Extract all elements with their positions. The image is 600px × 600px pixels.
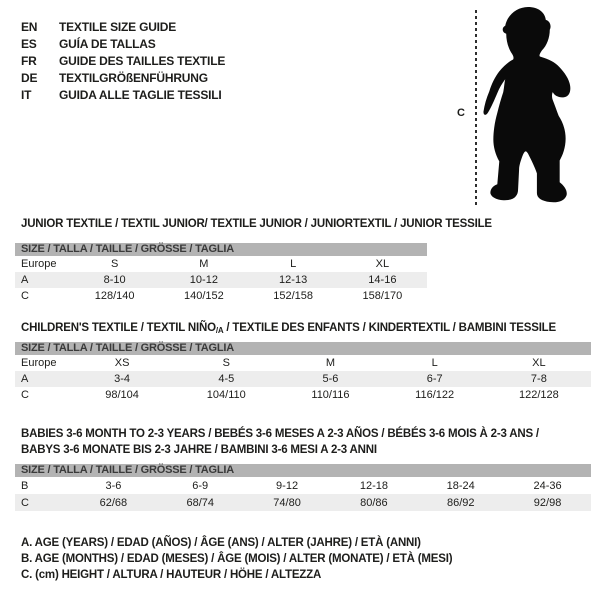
size-cell: M xyxy=(325,357,336,369)
value-cell: 12-13 xyxy=(279,274,308,286)
value-cell: 4-5 xyxy=(218,373,235,385)
babies-heading-line2: BABYS 3-6 MONATE BIS 2-3 JAHRE / BAMBINI 3-6 MESI A 2-3 ANNI xyxy=(21,444,377,456)
size-header-bar: SIZE / TALLA / TAILLE / GRÖSSE / TAGLIA xyxy=(15,464,591,477)
language-row-es xyxy=(21,36,225,53)
value-cell: 24-36 xyxy=(533,479,562,492)
table-row xyxy=(15,272,427,288)
size-cell: L xyxy=(290,258,297,270)
value-cell: 9-12 xyxy=(276,479,299,492)
language-title: GUIDE DES TAILLES TEXTILE xyxy=(59,54,226,68)
height-measure-dashed-line xyxy=(475,10,477,206)
children-size-table xyxy=(15,342,591,403)
row-label: Europe xyxy=(21,258,57,270)
size-cell: L xyxy=(431,357,438,369)
value-cell: 116/122 xyxy=(415,389,455,401)
value-cell: 18-24 xyxy=(446,479,475,492)
table-row xyxy=(15,477,591,494)
row-label: C xyxy=(21,290,29,302)
note-height-cm: C. (cm) HEIGHT / ALTURA / HAUTEUR / HÖHE / ALTEZZA xyxy=(21,569,322,581)
table-row xyxy=(15,494,591,511)
language-code: DE xyxy=(21,71,38,85)
babies-size-table xyxy=(15,464,591,511)
value-cell: 122/128 xyxy=(518,389,559,401)
language-title: GUÍA DE TALLAS xyxy=(59,37,156,51)
language-row-de xyxy=(21,70,225,87)
value-cell: 5-6 xyxy=(322,373,339,385)
size-header-bar: SIZE / TALLA / TAILLE / GRÖSSE / TAGLIA xyxy=(15,342,591,355)
language-row-it xyxy=(21,87,225,104)
language-code: IT xyxy=(21,88,32,102)
junior-table xyxy=(15,256,427,304)
children-heading-subscript: /A xyxy=(215,326,224,335)
table-row xyxy=(15,256,427,272)
value-cell: 6-7 xyxy=(426,373,443,385)
babies-heading-line1: BABIES 3-6 MONTH TO 2-3 YEARS / BEBÉS 3-6 MESES A 2-3 AÑOS / BÉBÉS 3-6 MOIS À 2-3 ANS / xyxy=(21,428,539,440)
value-cell: 80/86 xyxy=(360,496,388,509)
value-cell: 104/110 xyxy=(206,389,246,401)
size-cell: S xyxy=(222,357,230,369)
height-measure-label: C xyxy=(457,107,465,119)
row-label: C xyxy=(21,496,29,509)
row-label: C xyxy=(21,389,29,401)
children-heading-text: / TEXTILE DES ENFANTS / KINDERTEXTIL / BAMBINI TESSILE xyxy=(223,322,556,334)
row-label: A xyxy=(21,274,29,286)
language-title: GUIDA ALLE TAGLIE TESSILI xyxy=(59,88,222,102)
table-row xyxy=(15,371,591,387)
children-heading-text: CHILDREN'S TEXTILE / TEXTIL NIÑO xyxy=(21,322,216,334)
value-cell: 152/158 xyxy=(273,290,313,302)
junior-size-table xyxy=(15,243,427,304)
children-table xyxy=(15,355,591,403)
value-cell: 98/104 xyxy=(105,389,139,401)
value-cell: 128/140 xyxy=(94,290,135,302)
row-label: B xyxy=(21,479,29,492)
language-code: FR xyxy=(21,54,37,68)
size-cell: XL xyxy=(375,258,390,270)
size-header-bar: SIZE / TALLA / TAILLE / GRÖSSE / TAGLIA xyxy=(15,243,427,256)
baby-silhouette-icon xyxy=(482,5,574,205)
value-cell: 12-18 xyxy=(359,479,388,492)
value-cell: 7-8 xyxy=(530,373,547,385)
value-cell: 158/170 xyxy=(362,290,403,302)
language-title: TEXTILGRÖßENFÜHRUNG xyxy=(59,71,208,85)
value-cell: 10-12 xyxy=(189,274,218,286)
value-cell: 6-9 xyxy=(192,479,209,492)
table-row xyxy=(15,387,591,403)
language-row-en xyxy=(21,19,225,36)
table-row xyxy=(15,288,427,304)
value-cell: 62/68 xyxy=(99,496,128,509)
children-section-heading xyxy=(21,320,556,339)
language-code: EN xyxy=(21,20,38,34)
language-title-list xyxy=(21,19,225,104)
row-label: A xyxy=(21,373,29,385)
value-cell: 140/152 xyxy=(183,290,224,302)
row-label: Europe xyxy=(21,357,57,369)
value-cell: 92/98 xyxy=(533,496,562,509)
language-row-fr xyxy=(21,53,225,70)
size-cell: XS xyxy=(114,357,130,369)
value-cell: 68/74 xyxy=(186,496,214,509)
babies-table xyxy=(15,477,591,511)
value-cell: 3-6 xyxy=(105,479,122,492)
value-cell: 86/92 xyxy=(446,496,475,509)
junior-section-heading: JUNIOR TEXTILE / TEXTIL JUNIOR/ TEXTILE JUNIOR / JUNIORTEXTIL / JUNIOR TESSILE xyxy=(21,218,492,230)
babies-section-heading xyxy=(21,426,539,458)
note-age-months: B. AGE (MONTHS) / EDAD (MESES) / ÂGE (MOIS) / ALTER (MONATE) / ETÀ (MESI) xyxy=(21,553,453,565)
value-cell: 110/116 xyxy=(311,389,350,401)
value-cell: 3-4 xyxy=(114,373,131,385)
size-cell: M xyxy=(199,258,209,270)
value-cell: 74/80 xyxy=(273,496,301,509)
language-title: TEXTILE SIZE GUIDE xyxy=(59,20,177,34)
measure-key-notes xyxy=(21,535,452,583)
note-age-years: A. AGE (YEARS) / EDAD (AÑOS) / ÂGE (ANS) / ALTER (JAHRE) / ETÀ (ANNI) xyxy=(21,537,421,549)
value-cell: 8-10 xyxy=(103,274,126,286)
table-row xyxy=(15,355,591,371)
size-cell: S xyxy=(110,258,119,270)
value-cell: 14-16 xyxy=(368,274,397,286)
language-code: ES xyxy=(21,37,37,51)
size-cell: XL xyxy=(532,357,546,369)
